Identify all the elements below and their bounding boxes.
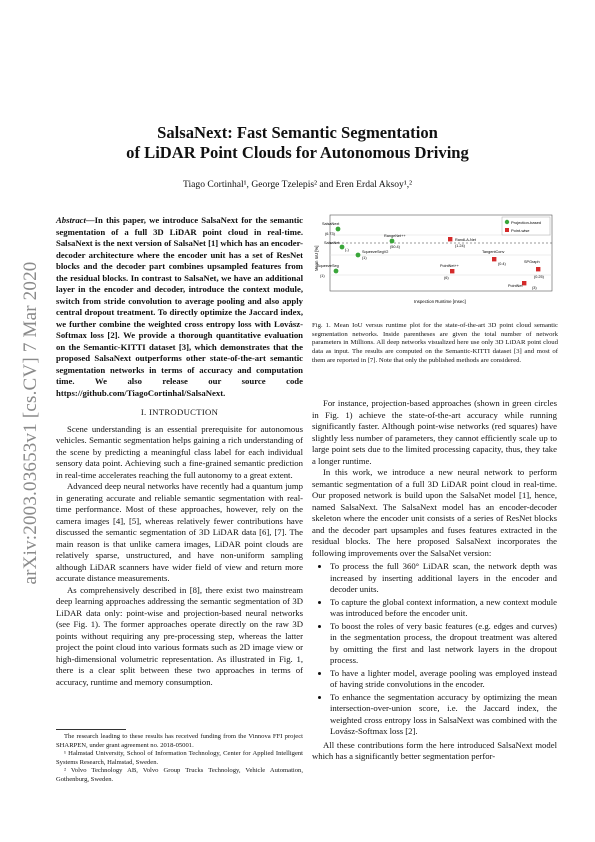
label-salsanet: SalsaNet [324, 241, 340, 245]
point-rangenet [390, 239, 395, 244]
label-randlanet: RandLA-Net [455, 238, 476, 242]
legend-label-pointwise: Point-wise [511, 228, 530, 233]
section-heading-introduction: I. INTRODUCTION [140, 407, 219, 417]
footnote-affiliation-2: ² Volvo Technology AB, Volvo Group Trucks Technology, Vehicle Automation, Gothenburg, Sweden. [56, 767, 303, 783]
contribution-item: • To enhance the segmentation accuracy by optimizing the mean intersection-over-union score, i.e. the Jaccard index, the weighted cross entropy loss in SalsaNext was combined with the Lovász-Softmax loss [2]. [330, 692, 557, 738]
abstract-label: Abstract— [56, 215, 95, 225]
contribution-item: • To boost the roles of very basic features (e.g. edges and curves) in the segmentation process, the dropout treatment was altered by omitting the first and last network layers in the dropout process. [330, 621, 557, 667]
intro-paragraph-2: Advanced deep neural networks have recently had a quantum jump in generating accurate and reliable semantic segmentation with real-time performance. Most of these approaches, however, rely on the camera images [4], [5], whereas relatively fewer contributions have discussed the semantic segmentation of 3D LiDAR data [6], [7]. The main reason is that unlike camera images, LiDAR point clouds are relatively sparse, unstructured, and have non-uniform sampling although LiDAR scanners have wider field of view and return more accurate distance measurements. [56, 481, 303, 583]
param-squeezesegv2: (1) [362, 256, 367, 260]
point-randlanet [448, 237, 452, 241]
footnotes [56, 733, 303, 785]
title-line-1: SalsaNext: Fast Semantic Segmentation [157, 123, 438, 142]
contributions-list [312, 561, 557, 738]
abstract-text: In this paper, we introduce SalsaNext for the semantic segmentation of a full 3D LiDAR point cloud in real-time. SalsaNext is the next version of SalsaNet [1] which has an encoder-decoder architecture where the encoder unit has a set of ResNet blocks and the decoder part combines upsampled features from the residual blocks. In contrast to SalsaNet, we have an additional layer in the encoder and decoder, introduce the context module, switch from stride convolution to average pooling and also apply central dropout treatment. To directly optimize the Jaccard index, we further combine the weighted cross entropy loss with Lovász-Softmax loss [2]. We provide a thorough quantitative evaluation on the Semantic-KITTI dataset [3], which demonstrates that the proposed SalsaNext outperforms other state-of-the-art semantic segmentation networks in terms of accuracy and computation time. We also release our source code https://github.com/TiagoCortinhal/SalsaNext. [56, 215, 303, 398]
figure-caption: Fig. 1. Mean IoU versus runtime plot for the state-of-the-art 3D point cloud semantic segmentation networks. Inside parentheses are given the total number of network parameters in Millions. All deep networks visualized here use only 3D LiDAR point cloud data as input. The results are computed on the Semantic-KITTI dataset [3] and most of them are reported in [7]. Note that only the published methods are considered. [312, 322, 558, 364]
point-salsanext [336, 227, 341, 232]
title-line-2: of LiDAR Point Clouds for Autonomous Driving [126, 143, 469, 162]
author-list: Tiago Cortinhal¹, George Tzelepis² and Eren Erdal Aksoy¹,² [182, 179, 412, 190]
y-axis-label: Mean IoU [%] [314, 245, 319, 271]
legend-marker-pointwise [505, 228, 509, 232]
contribution-item: • To capture the global context information, a new context module was introduced before the encoder unit. [330, 597, 557, 620]
point-tangentconv [492, 257, 496, 261]
miou-runtime-scatter [312, 211, 558, 311]
figure-1 [312, 211, 558, 311]
right-column [312, 398, 557, 763]
intro-paragraph-3: As comprehensively described in [8], there exist two mainstream deep learning approaches addressing the semantic segmentation of 3D LiDAR data only: point-wise and projection-based neural networks (see Fig. 1). The former approaches operate directly on the raw 3D points without requiring any pre-processing step, whereas the latter project the point cloud into various formats such as 2D image view or high-dimensional volumetric representation. As illustrated in Fig. 1, there is a clear split between these two approaches in terms of accuracy, runtime and memory consumption. [56, 584, 303, 687]
label-salsanext: SalsaNext [322, 222, 340, 226]
legend-label-projection: Projection-based [511, 220, 542, 225]
param-pointnet: (3) [532, 286, 537, 290]
point-squeezeseg [334, 269, 339, 274]
point-squeezesegv2 [356, 253, 361, 258]
param-salsanet: (-) [345, 248, 349, 252]
label-pointnet: PointNet [508, 284, 523, 288]
legend-marker-projection [505, 220, 509, 224]
arxiv-identifier: arXiv:2003.03653v1 [cs.CV] 7 Mar 2020 [20, 261, 41, 585]
label-tangentconv: TangentConv [482, 250, 505, 254]
param-pointnetpp: (6) [444, 276, 449, 280]
label-pointnetpp: PointNet++ [440, 264, 459, 268]
left-column [56, 215, 303, 688]
param-salsanext: (6.73) [325, 232, 335, 236]
point-pointnet [522, 281, 526, 285]
param-tangentconv: (0.4) [498, 262, 506, 266]
point-pointnetpp [450, 269, 454, 273]
paper-title [60, 123, 535, 163]
footnote-funding: The research leading to these results has received funding from the Vinnova FFI project SHARPEN, under grant agreement no. 2018-05001. [56, 733, 303, 749]
label-spgraph: SPGraph [524, 260, 540, 264]
label-rangenet: RangeNet++ [384, 234, 406, 238]
x-axis-label: Inspection Runtime [msec] [414, 299, 466, 304]
param-squeezeseg: (1) [320, 274, 325, 278]
point-salsanet [340, 245, 345, 250]
label-squeezeseg: SqueezeSeg [317, 264, 339, 268]
footnote-affiliation-1: ¹ Halmstad University, School of Information Technology, Center for Applied Intelligent Systems Research, Halmstad, Sweden. [56, 750, 303, 766]
param-rangenet: (50.4) [390, 245, 400, 249]
point-spgraph [536, 267, 540, 271]
intro-paragraph-1: Scene understanding is an essential prerequisite for autonomous vehicles. Semantic segmentation helps gaining a rich understanding of the scene by predicting a meaningful class label for each individual sensory data point. Achieving such a fine-grained semantic prediction in real-time accelerates reaching the full autonomy to a great extent. [56, 423, 303, 480]
contribution-item: • To process the full 360° LiDAR scan, the network depth was increased by inserting additional layers in the encoder and decoder units. [330, 561, 557, 596]
contribution-item: • To have a lighter model, average pooling was employed instead of having stride convolutions in the encoder. [330, 668, 557, 691]
intro-paragraph-5: In this work, we introduce a new neural network to perform semantic segmentation of a full 3D LiDAR point cloud in real-time. Our proposed network is build upon the SalsaNet model [1], hence, named SalsaNext. The SalsaNext model has an encoder-decoder skeleton where the encoder unit consists of a series of ResNet blocks and the decoder part upsamples and fuses features extracted in the residual blocks. The here proposed SalsaNext incorporates the following improvements over the SalsaNet version: [312, 467, 557, 558]
abstract [56, 215, 303, 399]
param-randlanet: (1.24) [455, 244, 465, 248]
label-squeezesegv2: SqueezeSegV2 [362, 250, 389, 254]
intro-paragraph-6: All these contributions form the here introduced SalsaNext model which has a significantly better segmentation perfor- [312, 739, 557, 761]
intro-paragraph-4: For instance, projection-based approaches (shown in green circles in Fig. 1) achieve the state-of-the-art accuracy while running significantly faster. Although point-wise networks (red squares) have slightly less number of parameters, they cannot efficiently scale up to large point sets due to the limited processing capacity, thus, they take a longer runtime. [312, 398, 557, 466]
footnote-divider [56, 729, 126, 730]
param-spgraph: (0.25) [534, 275, 544, 279]
